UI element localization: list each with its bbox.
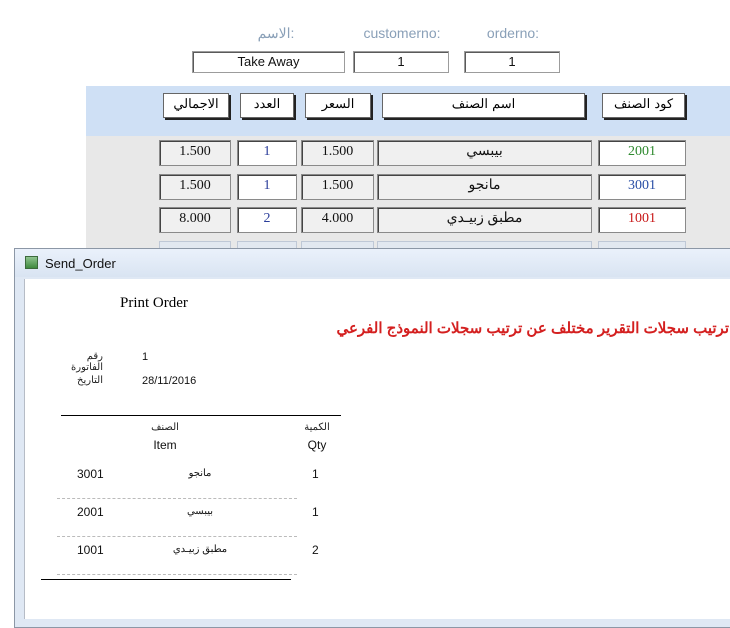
name-field[interactable]: Take Away	[192, 51, 345, 73]
report-row-1-qty: 1	[312, 467, 319, 481]
customerno-field[interactable]: 1	[353, 51, 449, 73]
window-titlebar[interactable]	[15, 249, 730, 277]
column-header-item-name[interactable]: اسم الصنف	[382, 93, 585, 118]
row-1-item-name[interactable]: بيبسي	[377, 140, 592, 166]
row-1-total[interactable]: 1.500	[159, 140, 231, 166]
orderno-label: orderno:	[486, 25, 540, 41]
report-row-3-qty: 2	[312, 543, 319, 557]
row-3-price[interactable]: 4.000	[301, 207, 374, 233]
row-2-count[interactable]: 1	[237, 174, 297, 200]
report-page	[24, 279, 730, 619]
row-2-item-code[interactable]: 3001	[598, 174, 686, 200]
row-3-item-name[interactable]: مطبق زبيـدي	[377, 207, 592, 233]
row-3-total[interactable]: 8.000	[159, 207, 231, 233]
item-header-ar: الصنف	[151, 422, 179, 433]
date-label: التاريخ	[77, 375, 103, 386]
date-value: 28/11/2016	[142, 375, 197, 387]
invoice-label: رقم الفاتورة	[71, 351, 103, 373]
item-header-en: Item	[153, 438, 177, 452]
orderno-field[interactable]: 1	[464, 51, 560, 73]
report-title: Print Order	[120, 295, 188, 311]
report-row-divider	[57, 498, 297, 499]
row-1-count[interactable]: 1	[237, 140, 297, 166]
report-row-1-code: 3001	[77, 467, 104, 481]
row-1-price[interactable]: 1.500	[301, 140, 374, 166]
report-row-divider	[57, 574, 297, 575]
form-icon	[25, 256, 38, 269]
qty-header-ar: الكمية	[304, 422, 330, 433]
report-row-3-code: 1001	[77, 543, 104, 557]
column-header-price[interactable]: السعر	[305, 93, 371, 118]
qty-header-en: Qty	[307, 438, 327, 452]
invoice-value: 1	[142, 351, 149, 363]
report-row-3-name: مطبق زبيـدي	[172, 544, 228, 555]
table-top-rule	[61, 415, 341, 416]
report-row-2-qty: 1	[312, 505, 319, 519]
column-header-count[interactable]: العدد	[240, 93, 294, 118]
column-header-total[interactable]: الاجمالي	[163, 93, 229, 118]
row-1-item-code[interactable]: 2001	[598, 140, 686, 166]
name-label: الاسم:	[257, 25, 295, 41]
row-2-item-name[interactable]: مانجو	[377, 174, 592, 200]
report-row-2-name: بيبسي	[186, 506, 214, 517]
report-row-2-code: 2001	[77, 505, 104, 519]
report-note: ترتيب سجلات التقرير مختلف عن ترتيب سجلات النموذج الفرعي	[336, 320, 729, 337]
report-row-1-name: مانجو	[188, 468, 212, 479]
row-2-price[interactable]: 1.500	[301, 174, 374, 200]
row-3-item-code[interactable]: 1001	[598, 207, 686, 233]
row-3-count[interactable]: 2	[237, 207, 297, 233]
column-header-item-code[interactable]: كود الصنف	[602, 93, 685, 118]
table-bottom-rule	[41, 579, 291, 580]
send-order-window	[14, 248, 730, 628]
window-title: Send_Order	[45, 256, 116, 271]
row-2-total[interactable]: 1.500	[159, 174, 231, 200]
report-row-divider	[57, 536, 297, 537]
customerno-label: customerno:	[363, 25, 441, 41]
